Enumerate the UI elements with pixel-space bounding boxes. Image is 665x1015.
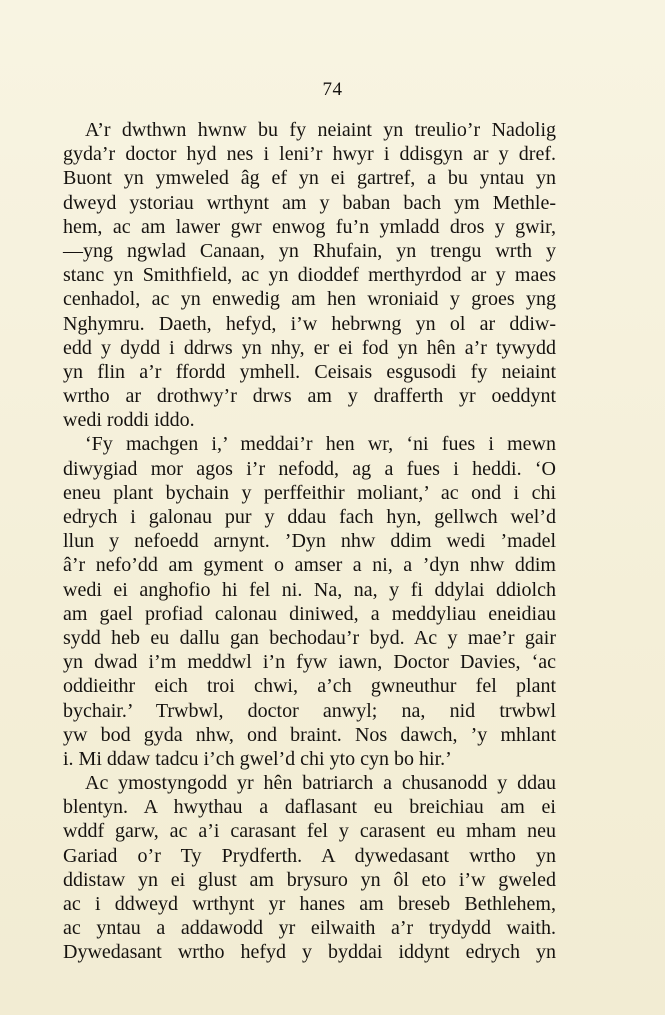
text-line: eneu plant bychain y perffeithir moliant,’ ac ond i chi	[63, 481, 556, 504]
text-line: Ac ymostyngodd yr hên batriarch a chusanodd y ddau	[85, 772, 556, 795]
text-line: ac i ddweyd wrthynt yr hanes am breseb Bethlehem,	[63, 893, 556, 915]
text-line: oddieithr eich troi chwi, a’ch gwneuthur fel plant	[63, 675, 556, 698]
text-line: yw bod gyda nhw, ond braint. Nos dawch, ’y mhlant	[63, 723, 556, 746]
text-line: hem, ac am lawer gwr enwog fu’n ymladd dros y gwir,	[63, 215, 556, 238]
body-text	[63, 118, 556, 965]
text-line: Gariad o’r Ty Prydferth. A dywedasant wrtho yn	[63, 844, 556, 867]
text-line: A’r dwthwn hwnw bu fy neiaint yn treulio’r Nadolig	[85, 119, 556, 141]
text-line: wrtho ar drothwy’r drws am y drafferth yr oeddynt	[63, 385, 556, 408]
text-line: wddf garw, ac a’i carasant fel y carasent eu mham neu	[63, 820, 556, 843]
page-number: 74	[322, 79, 343, 100]
text-line: yn dwad i’m meddwl i’n fyw iawn, Doctor Davies, ‘ac	[63, 651, 556, 674]
text-line: am gael profiad calonau diniwed, a meddyliau eneidiau	[63, 602, 556, 625]
text-line: blentyn. A hwythau a daflasant eu breichiau am ei	[63, 796, 556, 819]
text-line: edrych i galonau pur y ddau fach hyn, gellwch wel’d	[63, 506, 556, 528]
text-line: â’r nefo’dd am gyment o amser a ni, a ’dyn nhw ddim	[63, 554, 556, 577]
text-line: diwygiad mor agos i’r nefodd, ag a fues i heddi. ‘O	[63, 457, 556, 480]
text-line: bychair.’ Trwbwl, doctor anwyl; na, nid trwbwl	[63, 699, 556, 722]
text-line: edd y dydd i ddrws yn nhy, er ei fod yn hên a’r tywydd	[63, 336, 556, 359]
text-line: stanc yn Smithfield, ac yn dioddef merthyrdod ar y maes	[63, 264, 556, 287]
text-line: sydd heb eu dallu gan bechodau’r byd. Ac y mae’r gair	[63, 626, 556, 649]
text-line: ddistaw yn ei glust am brysuro yn ôl eto i’w gweled	[63, 868, 556, 891]
text-line: Dywedasant wrtho hefyd y byddai iddynt edrych yn	[63, 941, 556, 964]
text-line: yn flin a’r ffordd ymhell. Ceisais esgusodi fy neiaint	[63, 360, 556, 383]
text-line: wedi ei anghofio hi fel ni. Na, na, y fi ddylai ddiolch	[63, 578, 556, 601]
text-line: —yng ngwlad Canaan, yn Rhufain, yn trengu wrth y	[63, 239, 556, 262]
text-line: dweyd ystoriau wrthynt am y baban bach ym Methle-	[63, 191, 556, 214]
text-line: cenhadol, ac yn enwedig am hen wroniaid y groes yng	[63, 288, 556, 311]
text-line: ac yntau a addawodd yr eilwaith a’r trydydd waith.	[63, 917, 556, 940]
text-line: i. Mi ddaw tadcu i’ch gwel’d chi yto cyn bo hir.’	[63, 747, 452, 770]
text-line: Buont yn ymweled âg ef yn ei gartref, a bu yntau yn	[63, 167, 556, 190]
text-line: ‘Fy machgen i,’ meddai’r hen wr, ‘ni fues i mewn	[85, 433, 556, 456]
text-line: Nghymru. Daeth, hefyd, i’w hebrwng yn ol ar ddiw-	[63, 312, 556, 335]
text-line: gyda’r doctor hyd nes i leni’r hwyr i ddisgyn ar y dref.	[63, 143, 556, 166]
text-line: wedi roddi iddo.	[63, 409, 195, 432]
text-line: llun y nefoedd arnynt. ’Dyn nhw ddim wedi ’madel	[63, 530, 556, 553]
